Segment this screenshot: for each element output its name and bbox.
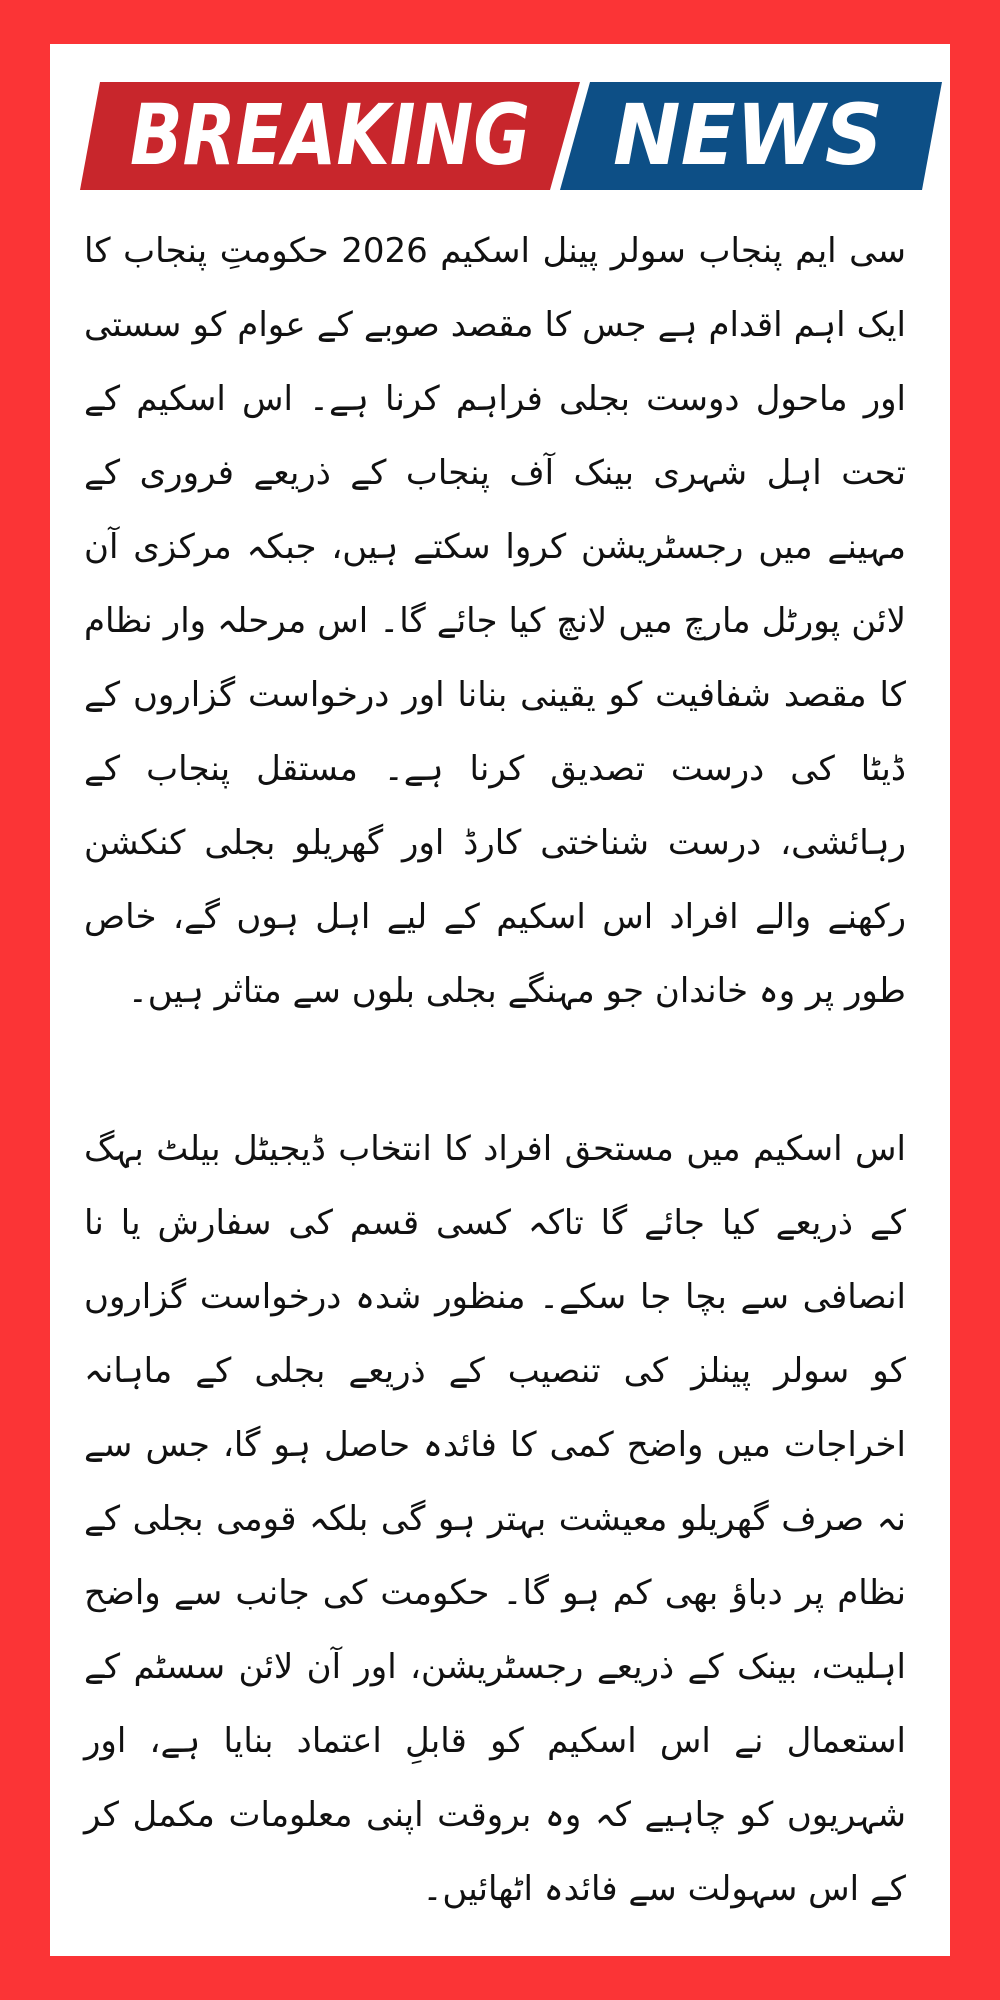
- article-card: [50, 44, 950, 1956]
- breaking-news-banner: [80, 82, 942, 190]
- article-paragraph-2: اس اسکیم میں مستحق افراد کا انتخاب ڈیجیٹل بیلٹ بہگ کے ذریعے کیا جائے گا تاکہ کسی قسم کی سفارش یا نا انصافی سے بچا جا سکے۔ منظور شدہ درخواست گزاروں کو سولر پینلز کی تنصیب کے ذریعے بجلی کے ماہانہ اخراجات میں واضح کمی کا فائدہ حاصل ہو گا، جس سے نہ صرف گھریلو معیشت بہتر ہو گی بلکہ قومی بجلی کے نظام پر دباؤ بھی کم ہو گا۔ حکومت کی جانب سے واضح اہلیت، بینک کے ذریعے رجسٹریشن، اور آن لائن سسٹم کے استعمال نے اس اسکیم کو قابلِ اعتماد بنایا ہے، اور شہریوں کو چاہیے کہ وہ بروقت اپنی معلومات مکمل کر کے اس سہولت سے فائدہ اٹھائیں۔: [84, 1129, 906, 1909]
- article-body: [84, 214, 906, 1926]
- banner-word-breaking: BREAKING: [130, 86, 530, 184]
- article-paragraph-1: سی ایم پنجاب سولر پینل اسکیم 2026 حکومتِ پنجاب کا ایک اہم اقدام ہے جس کا مقصد صوبے کے عوام کو سستی اور ماحول دوست بجلی فراہم کرنا ہے۔ اس اسکیم کے تحت اہل شہری بینک آف پنجاب کے ذریعے فروری کے مہینے میں رجسٹریشن کروا سکتے ہیں، جبکہ مرکزی آن لائن پورٹل مارچ میں لانچ کیا جائے گا۔ اس مرحلہ وار نظام کا مقصد شفافیت کو یقینی بنانا اور درخواست گزاروں کے ڈیٹا کی درست تصدیق کرنا ہے۔ مستقل پنجاب کے رہائشی، درست شناختی کارڈ اور گھریلو بجلی کنکشن رکھنے والے افراد اس اسکیم کے لیے اہل ہوں گے، خاص طور پر وہ خاندان جو مہنگے بجلی بلوں سے متاثر ہیں۔: [84, 231, 906, 1011]
- banner-graphic: [80, 82, 942, 190]
- banner-word-news: NEWS: [613, 86, 883, 184]
